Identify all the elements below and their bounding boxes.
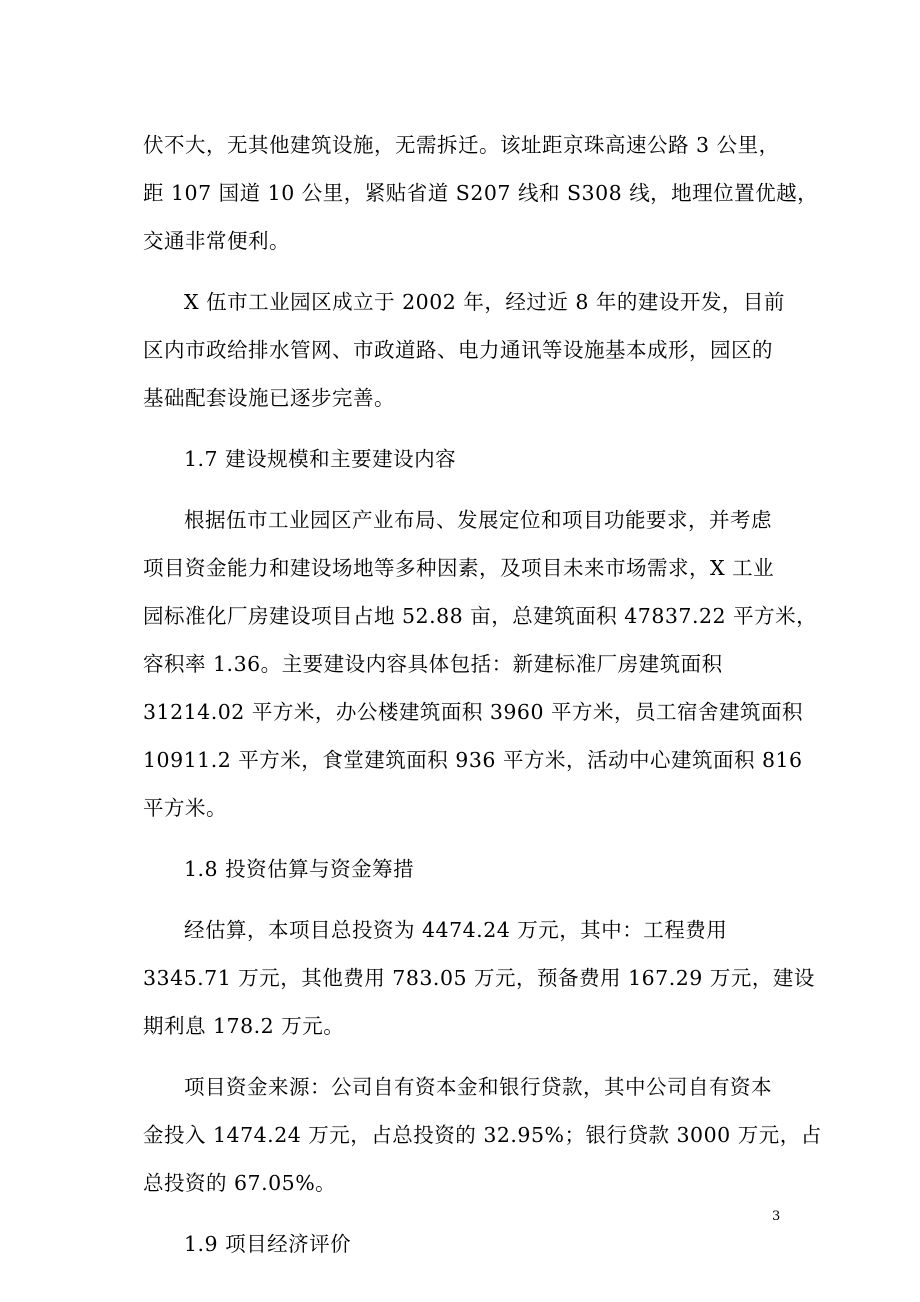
text-line: 期利息 178.2 万元。 xyxy=(143,1014,345,1038)
text-line: 区内市政给排水管网、市政道路、电力通讯等设施基本成形，园区的 xyxy=(143,338,773,362)
text-line: 项目资金能力和建设场地等多种因素，及项目未来市场需求，X 工业 xyxy=(143,556,775,580)
paragraph-investment-estimate xyxy=(143,906,815,1050)
page-body xyxy=(143,121,822,1268)
section-heading-1-7 xyxy=(143,435,783,483)
paragraph-gap xyxy=(143,1050,783,1063)
text-line: 容积率 1.36。主要建设内容具体包括：新建标准厂房建筑面积 xyxy=(143,652,723,676)
text-line: 10911.2 平方米，食堂建筑面积 936 平方米，活动中心建筑面积 816 xyxy=(143,748,803,772)
paragraph-construction-scale xyxy=(143,496,818,832)
text-line: 金投入 1474.24 万元，占总投资的 32.95%；银行贷款 3000 万元，占 xyxy=(143,1123,822,1147)
paragraph-gap xyxy=(143,832,783,845)
section-title: 1.9 项目经济评价 xyxy=(184,1232,352,1256)
text-line: 距 107 国道 10 公里，紧贴省道 S207 线和 S308 线，地理位置优越， xyxy=(143,181,819,205)
text-line: 总投资的 67.05%。 xyxy=(143,1171,337,1195)
text-line: 园标准化厂房建设项目占地 52.88 亩，总建筑面积 47837.22 平方米， xyxy=(143,604,818,628)
text-line: 伏不大，无其他建筑设施，无需拆迁。该址距京珠高速公路 3 公里， xyxy=(143,133,780,157)
paragraph-site-location xyxy=(143,121,819,265)
paragraph-gap xyxy=(143,483,783,496)
text-line: 经估算，本项目总投资为 4474.24 万元，其中：工程费用 xyxy=(184,918,728,942)
text-line: 3345.71 万元，其他费用 783.05 万元，预备费用 167.29 万元，建设 xyxy=(143,966,815,990)
text-line: 根据伍市工业园区产业布局、发展定位和项目功能要求，并考虑 xyxy=(184,508,772,532)
text-line: 交通非常便利。 xyxy=(143,229,290,253)
section-heading-1-8 xyxy=(143,845,783,893)
text-line: 项目资金来源：公司自有资本金和银行贷款，其中公司自有资本 xyxy=(184,1075,772,1099)
page-number: 3 xyxy=(772,1209,781,1224)
section-title: 1.7 建设规模和主要建设内容 xyxy=(184,447,457,471)
section-heading-1-9 xyxy=(143,1220,783,1268)
text-line: 基础配套设施已逐步完善。 xyxy=(143,386,395,410)
text-line: 平方米。 xyxy=(143,796,227,820)
paragraph-funding-source xyxy=(143,1063,822,1207)
section-title: 1.8 投资估算与资金筹措 xyxy=(184,857,415,881)
paragraph-gap xyxy=(143,1207,783,1220)
paragraph-gap xyxy=(143,893,783,906)
paragraph-gap xyxy=(143,265,783,278)
text-line: X 伍市工业园区成立于 2002 年，经过近 8 年的建设开发，目前 xyxy=(184,290,785,314)
paragraph-industrial-park xyxy=(143,278,783,422)
text-line: 31214.02 平方米，办公楼建筑面积 3960 平方米，员工宿舍建筑面积 xyxy=(143,700,804,724)
paragraph-gap xyxy=(143,422,783,435)
